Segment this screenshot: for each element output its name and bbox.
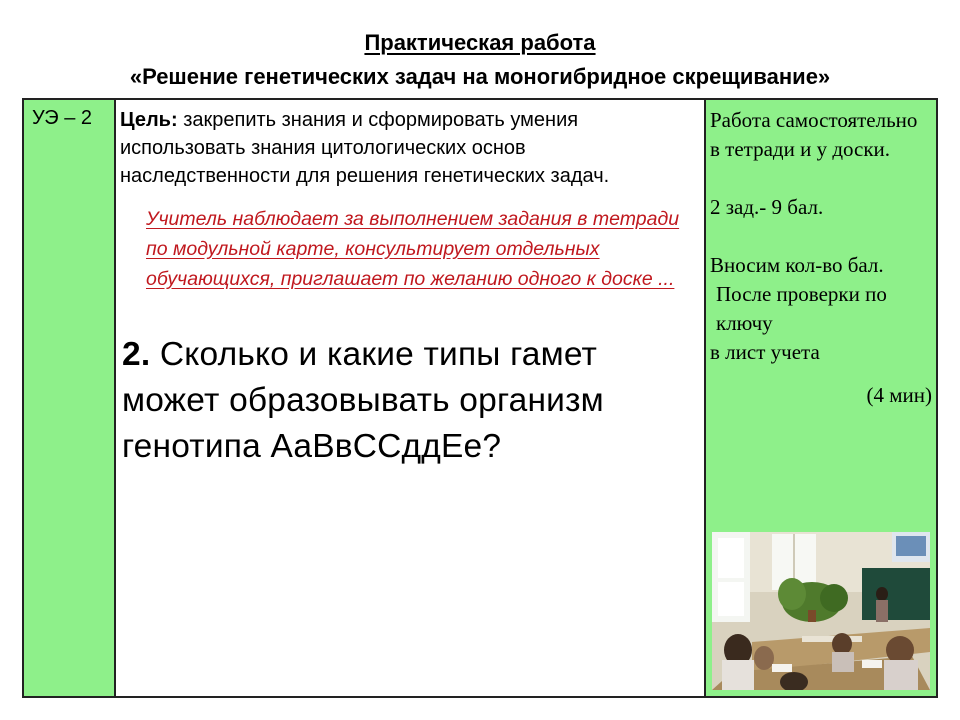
question-text: Сколько и какие типы гамет может образовывать организм генотипа АаВвССддЕе? xyxy=(122,336,604,465)
title-line-2: «Решение генетических задач на моногибридное скрещивание» xyxy=(129,64,831,89)
lesson-table xyxy=(22,98,938,698)
title-line-1 xyxy=(0,26,960,60)
goal-text: закрепить знания и сформировать умения использовать знания цитологических основ наследственности для решения генетических задач. xyxy=(120,109,610,187)
goal-paragraph xyxy=(120,106,698,190)
page-title xyxy=(0,26,960,94)
classroom-photo xyxy=(712,532,930,690)
record-sheet-text: в лист учета xyxy=(710,340,820,364)
goal-label: Цель: xyxy=(120,109,178,131)
work-mode-text: Работа самостоятельно в тетради и у доски. xyxy=(710,108,918,161)
time-estimate: (4 мин) xyxy=(866,383,932,407)
content-cell xyxy=(116,100,706,696)
learning-element-label: УЭ – 2 xyxy=(32,107,92,129)
learning-element-cell xyxy=(24,100,116,696)
question-number: 2. xyxy=(122,336,151,373)
instructions-cell xyxy=(706,100,936,696)
title-practical-work: Практическая работа xyxy=(364,30,596,55)
points-text: 2 зад.- 9 бал. xyxy=(710,195,824,219)
task-question xyxy=(122,332,698,470)
enter-points-text: Вносим кол-во бал. xyxy=(710,253,884,277)
after-check-text: После проверки по ключу xyxy=(716,282,887,335)
teacher-note: Учитель наблюдает за выполнением задания в тетради по модульной карте, консультирует отдельных обучающихся, приглашает по желанию одного к доске ... xyxy=(146,208,680,290)
